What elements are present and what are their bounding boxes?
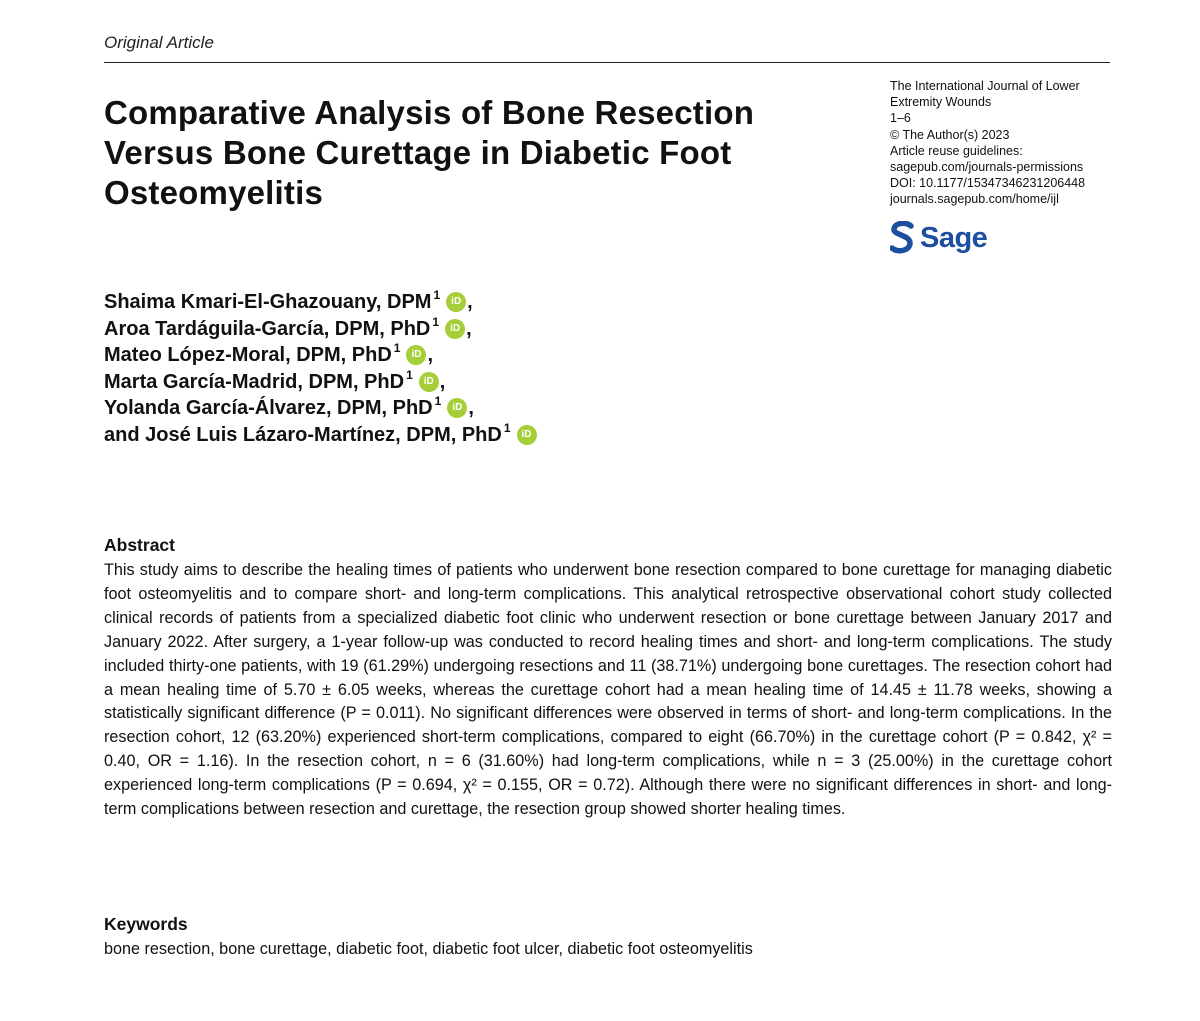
- author-name: Marta García-Madrid, DPM, PhD: [104, 370, 405, 393]
- author-6: and José Luis Lázaro-Martínez, DPM, PhD 1 iD: [104, 422, 804, 449]
- abstract-text: This study aims to describe the healing times of patients who underwent bone resection compared to bone curettage for managing diabetic foot osteomyelitis and to compare short- and long-term complications. This analytical retrospective observational cohort study collected clinical records of patients from a specialized diabetic foot clinic who underwent resection or bone curettage between January 2017 and January 2022. After surgery, a 1-year follow-up was conducted to record healing times and short- and long-term complications. The study included thirty-one patients, with 19 (61.29%) undergoing resections and 11 (38.71%) undergoing bone curettages. The resection cohort had a mean healing time of 5.70 ± 6.05 weeks, whereas the curettage cohort had a mean healing time of 14.45 ± 11.78 weeks, showing a statistically significant difference (P = 0.011). No significant differences were observed in terms of short- and long-term complications. In the resection cohort, 12 (63.20%) experienced short-term complications, compared to eight (66.70%) in the curettage cohort (P = 0.842, χ² = 0.40, OR = 1.16). In the resection cohort, n = 6 (31.60%) had long-term complications, while n = 3 (25.00%) in the curettage cohort experienced long-term complications (P = 0.694, χ² = 0.155, OR = 0.72). Although there were no significant differences in short- and long-term complications between resection and curettage, the resection group showed shorter healing times.: [104, 561, 1112, 819]
- journal-homepage-link[interactable]: journals.sagepub.com/home/ijl: [890, 192, 1059, 207]
- author-separator: ,: [467, 291, 473, 313]
- author-name: Mateo López-Moral, DPM, PhD: [104, 344, 392, 366]
- header-divider: [104, 62, 1110, 63]
- orcid-icon[interactable]: iD: [445, 319, 465, 339]
- orcid-icon[interactable]: iD: [406, 345, 426, 365]
- author-1: Shaima Kmari-El-Ghazouany, DPM 1 iD ,: [104, 289, 804, 316]
- author-3: Mateo López-Moral, DPM, PhD 1 iD ,: [104, 342, 804, 369]
- author-separator: ,: [466, 317, 472, 340]
- orcid-icon[interactable]: iD: [447, 398, 467, 418]
- article-title: Comparative Analysis of Bone Resection Versus Bone Curettage in Diabetic Foot Osteomyelitis: [104, 94, 755, 211]
- publisher-logo: [890, 221, 987, 255]
- page-range: 1–6: [890, 111, 911, 126]
- abstract-heading: Abstract: [104, 535, 175, 555]
- publisher-logo-text: Sage: [920, 221, 988, 254]
- author-name: Shaima Kmari-El-Ghazouany, DPM: [104, 291, 432, 313]
- author-separator: ,: [468, 397, 474, 419]
- keywords-heading: Keywords: [104, 914, 188, 934]
- copyright: © The Author(s) 2023: [890, 127, 1010, 142]
- keywords-text: bone resection, bone curettage, diabetic foot, diabetic foot ulcer, diabetic foot osteomyelitis: [104, 940, 753, 958]
- author-list: [104, 289, 804, 448]
- article-type-label: Original Article: [104, 33, 214, 52]
- author-4: Marta García-Madrid, DPM, PhD 1 iD ,: [104, 369, 804, 396]
- journal-name-line-1: The International Journal of Lower: [890, 79, 1080, 93]
- author-name: Yolanda García-Álvarez, DPM, PhD: [104, 397, 433, 419]
- journal-name-line-2: Extremity Wounds: [890, 95, 992, 110]
- permissions-link[interactable]: sagepub.com/journals-permissions: [890, 160, 1084, 175]
- sage-s-icon: [890, 221, 914, 255]
- orcid-icon[interactable]: iD: [419, 372, 439, 392]
- orcid-icon[interactable]: iD: [446, 292, 466, 312]
- author-separator: ,: [439, 370, 446, 393]
- author-5: Yolanda García-Álvarez, DPM, PhD 1 iD ,: [104, 395, 804, 422]
- author-name: Aroa Tardáguila-García, DPM, PhD: [104, 317, 431, 340]
- doi[interactable]: DOI: 10.1177/15347346231206448: [890, 176, 1086, 191]
- orcid-icon[interactable]: iD: [517, 425, 537, 445]
- author-2: Aroa Tardáguila-García, DPM, PhD 1 iD ,: [104, 316, 804, 343]
- journal-info: [890, 78, 1140, 208]
- author-name: and José Luis Lázaro-Martínez, DPM, PhD: [104, 423, 502, 446]
- author-separator: ,: [427, 344, 434, 366]
- reuse-guidelines-label: Article reuse guidelines:: [890, 143, 1023, 158]
